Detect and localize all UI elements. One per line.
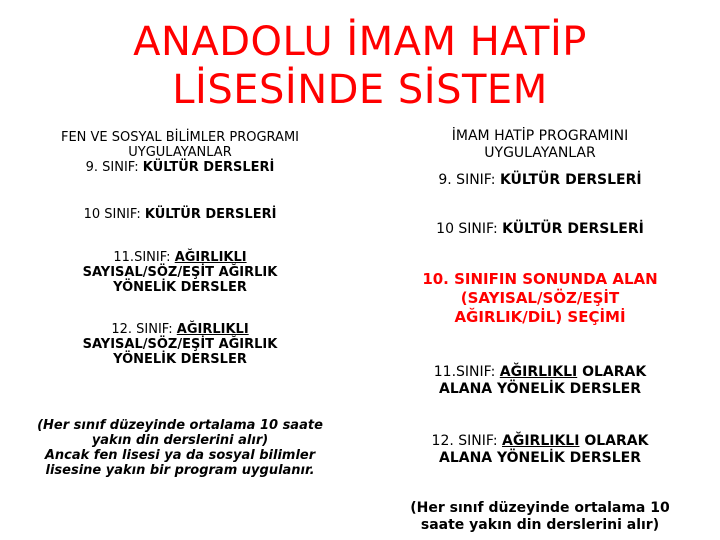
page-title <box>0 18 720 114</box>
right-grade10-text: KÜLTÜR DERSLERİ <box>502 221 644 237</box>
left-grade9-text: KÜLTÜR DERSLERİ <box>142 160 275 175</box>
right-grade12-line-1a: AĞIRLIKLI <box>502 433 580 449</box>
right-choice-line-1: 10. SINIFIN SONUNDA ALAN <box>422 270 658 288</box>
right-heading <box>360 128 720 162</box>
left-grade11-line-1: AĞIRLIKLI <box>174 250 247 265</box>
left-grade12-line-2: SAYISAL/SÖZ/EŞİT AĞIRLIK <box>82 337 278 352</box>
right-grade11-prefix: 11.SINIF: <box>433 364 500 380</box>
left-grade12-prefix: 12. SINIF: <box>111 322 177 337</box>
right-choice-line-3: AĞIRLIK/DİL) SEÇİMİ <box>454 308 626 326</box>
left-note-line-1: (Her sınıf düzeyinde ortalama 10 saate <box>37 418 323 433</box>
title-line-1: ANADOLU İMAM HATİP <box>133 19 587 65</box>
right-grade12 <box>360 433 720 467</box>
right-grade12-prefix: 12. SINIF: <box>431 433 503 449</box>
right-heading-line-2: UYGULAYANLAR <box>484 145 596 161</box>
right-choice-line-2: (SAYISAL/SÖZ/EŞİT <box>460 289 620 307</box>
title-line-2: LİSESİNDE SİSTEM <box>172 67 548 113</box>
left-note-line-4: lisesine yakın bir program uygulanır. <box>45 463 315 478</box>
left-grade9 <box>0 160 360 175</box>
left-grade11-line-3: YÖNELİK DERSLER <box>113 280 247 295</box>
left-grade12-line-1: AĞIRLIKLI <box>176 322 249 337</box>
left-note <box>0 418 360 478</box>
right-grade9-prefix: 9. SINIF: <box>438 172 500 188</box>
left-note-line-3: Ancak fen lisesi ya da sosyal bilimler <box>44 448 316 463</box>
right-grade12-line-1b: OLARAK <box>579 433 649 449</box>
left-grade11-line-2: SAYISAL/SÖZ/EŞİT AĞIRLIK <box>82 265 278 280</box>
right-note-line-1: (Her sınıf düzeyinde ortalama 10 <box>410 500 670 516</box>
left-grade12-line-3: YÖNELİK DERSLER <box>113 352 247 367</box>
right-grade10 <box>360 221 720 238</box>
left-grade10-text: KÜLTÜR DERSLERİ <box>144 207 277 222</box>
right-grade9-text: KÜLTÜR DERSLERİ <box>499 172 642 188</box>
right-grade10-prefix: 10 SINIF: <box>436 221 503 237</box>
left-grade11-prefix: 11.SINIF: <box>113 250 175 265</box>
left-grade10-prefix: 10 SINIF: <box>83 207 145 222</box>
right-grade11 <box>360 364 720 398</box>
right-heading-line-1: İMAM HATİP PROGRAMINI <box>451 128 629 144</box>
left-heading-line-1: FEN VE SOSYAL BİLİMLER PROGRAMI <box>60 130 300 145</box>
left-grade9-prefix: 9. SINIF: <box>85 160 143 175</box>
right-field-choice <box>360 270 720 327</box>
right-grade11-line-1a: AĞIRLIKLI <box>499 364 578 380</box>
left-grade10 <box>0 207 360 222</box>
right-grade9 <box>360 172 720 189</box>
right-grade11-line-1b: OLARAK <box>577 364 647 380</box>
right-note-line-2: saate yakın din derslerini alır) <box>420 517 660 533</box>
right-grade12-line-2: ALANA YÖNELİK DERSLER <box>438 450 641 466</box>
right-note <box>360 500 720 534</box>
left-heading <box>0 130 360 175</box>
right-grade11-line-2: ALANA YÖNELİK DERSLER <box>438 381 641 397</box>
left-heading-line-2: UYGULAYANLAR <box>128 145 232 160</box>
left-grade11 <box>0 250 360 295</box>
left-note-line-2: yakın din derslerini alır) <box>91 433 269 448</box>
left-grade12 <box>0 322 360 367</box>
